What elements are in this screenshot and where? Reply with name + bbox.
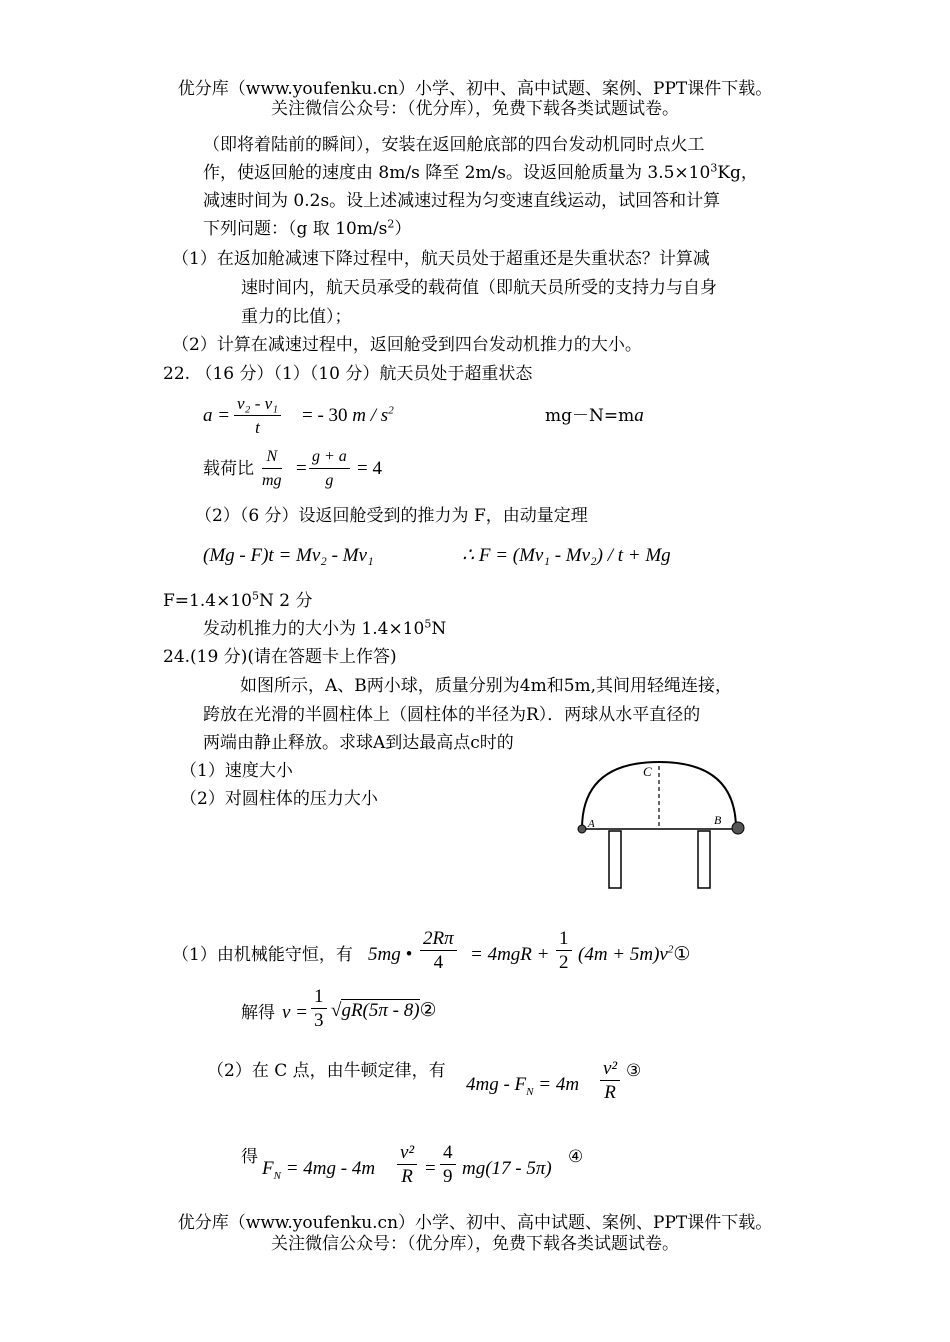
accel-fraction-denominator: t: [255, 418, 260, 437]
half-fraction-denominator: 2: [559, 952, 569, 973]
force-equals: =: [425, 1158, 436, 1179]
ball-b: [732, 822, 744, 834]
q24-sub1: （1）速度大小: [180, 761, 293, 781]
normal-force-result: mg(17 - 5π): [462, 1158, 552, 1179]
accel-fraction-numerator: v₂ - v₁: [234, 393, 281, 416]
load-ratio-fraction: [262, 446, 282, 493]
third-fraction-denominator: 3: [314, 1010, 324, 1031]
energy-equation-part-2: = 4mgR +: [470, 944, 550, 965]
half-fraction: [556, 928, 572, 975]
force-fraction-numerator: v²: [397, 1142, 417, 1165]
thrust-conclusion: 发动机推力的大小为 $1.4\times 10^5N$: [203, 617, 447, 639]
footer-line-2: 关注微信公众号：（优分库），免费下载各类试题试卷。: [271, 1234, 679, 1254]
load-ratio-numerator-2: g + a: [309, 446, 350, 469]
answer-22-part-2-heading: （2）（6 分）设返回舱受到的推力为 F，由动量定理: [195, 506, 588, 526]
newton-equation: mg－N=ma: [545, 405, 644, 426]
load-ratio-label: 载荷比: [203, 459, 254, 479]
four-ninths-fraction: [440, 1142, 456, 1189]
force-fraction-denominator: R: [401, 1166, 413, 1187]
answer-24-line-3-text: （2）在 C 点，由牛顿定律，有: [207, 1061, 446, 1081]
load-ratio-fraction-2: [309, 446, 350, 493]
answer-24-line-1-text: （1）由机械能守恒，有: [172, 945, 353, 965]
q24-paragraph-3: 两端由静止释放。求球A到达最高点c时的: [203, 733, 514, 753]
four-ninths-denominator: 9: [443, 1166, 453, 1187]
normal-force-lhs: $F_N = 4mg - 4m$: [262, 1158, 376, 1182]
energy-fraction-numerator: 2Rπ: [420, 928, 457, 951]
q21-sub1-line-1: （1）在返加舱减速下降过程中，航天员处于超重还是失重状态？计算减: [172, 249, 710, 269]
force-fraction: [397, 1142, 417, 1189]
momentum-equation: (Mg - F)t = Mv₂ - Mv₁: [203, 545, 374, 566]
q21-paragraph-2: 作，使返回舱的速度由 8m/s 降至 2m/s。设返回舱质量为 $3.5\times 10^3Kg$，: [203, 161, 758, 183]
label-c: C: [643, 764, 652, 779]
equation-mark-4: ④: [568, 1147, 584, 1167]
load-ratio-numerator: N: [262, 446, 282, 469]
ball-a: [578, 825, 586, 833]
third-fraction: [311, 986, 327, 1033]
centripetal-fraction: [600, 1058, 620, 1105]
equation-mark-3: ③: [626, 1061, 642, 1081]
third-fraction-numerator: 1: [311, 986, 327, 1009]
q21-paragraph-1: （即将着陆前的瞬间），安装在返回舱底部的四台发动机同时点火工: [203, 135, 705, 155]
q24-heading: 24.(19 分)(请在答题卡上作答): [163, 647, 397, 667]
q24-paragraph-2: 跨放在光滑的半圆柱体上（圆柱体的半径为R）．两球从水平直径的: [203, 705, 701, 725]
q21-sub1-line-2: 速时间内，航天员承受的载荷值（即航天员所受的支持力与自身: [241, 278, 717, 298]
accel-fraction: [234, 393, 281, 440]
q21-sub2: （2）计算在减速过程中，返回舱受到四台发动机推力的大小。: [172, 335, 642, 355]
answer-24-line-4-text: 得: [241, 1147, 258, 1167]
label-b: B: [714, 813, 722, 827]
thrust-result: $F=1.4\times 10^5N$ 2 分: [163, 589, 313, 611]
q21-paragraph-3: 减速时间为 0.2s。设上述减速过程为匀变速直线运动，试回答和计算: [203, 191, 721, 211]
answer-24-line-2-text: 解得: [241, 1003, 275, 1023]
table-leg-right: [698, 831, 710, 888]
load-ratio-denominator-2: g: [325, 472, 334, 489]
load-ratio-value: = 4: [357, 458, 382, 479]
centripetal-fraction-numerator: v²: [600, 1058, 620, 1081]
energy-fraction: [420, 928, 457, 975]
energy-equation-part-3: $(4m + 5m)v^2①$: [578, 943, 691, 965]
q21-paragraph-4: 下列问题：（g 取 $10m/s^2$）: [203, 217, 412, 239]
table-leg-left: [609, 831, 621, 888]
label-a: A: [588, 818, 595, 830]
answer-22-heading: 22. （16 分）（1）（10 分）航天员处于超重状态: [163, 364, 533, 384]
accel-rhs: = - 30 m / $s^2$: [302, 404, 394, 426]
q24-sub2: （2）对圆柱体的压力大小: [180, 789, 378, 809]
accel-lhs: a =: [203, 405, 231, 426]
four-ninths-numerator: 4: [440, 1142, 456, 1165]
load-ratio-equals: =: [296, 458, 307, 479]
thrust-equation: ∴ F = (Mv₁ - Mv₂) / t + Mg: [462, 545, 671, 566]
velocity-lhs: v =: [282, 1002, 309, 1023]
centripetal-fraction-denominator: R: [604, 1082, 616, 1103]
energy-equation-part-1: 5mg •: [368, 944, 413, 965]
half-fraction-numerator: 1: [556, 928, 572, 951]
header-line-1: 优分库（www.youfenku.cn）小学、初中、高中试题、案例、PPT课件下载。: [177, 79, 773, 99]
square-root: √gR(5π - 8)②: [331, 1000, 437, 1021]
footer-line-1: 优分库（www.youfenku.cn）小学、初中、高中试题、案例、PPT课件下载。: [177, 1213, 773, 1233]
q24-paragraph-1: 如图所示，A、B两小球，质量分别为4m和5m,其间用轻绳连接，: [240, 676, 733, 696]
header-line-2: 关注微信公众号：（优分库），免费下载各类试题试卷。: [271, 99, 679, 119]
load-ratio-denominator: mg: [262, 472, 282, 489]
newton-c-equation: $4mg - F_N = 4m$: [466, 1074, 580, 1098]
q21-sub1-line-3: 重力的比值）；: [241, 307, 352, 327]
half-cylinder-diagram: [568, 758, 758, 894]
energy-fraction-denominator: 4: [433, 952, 444, 973]
